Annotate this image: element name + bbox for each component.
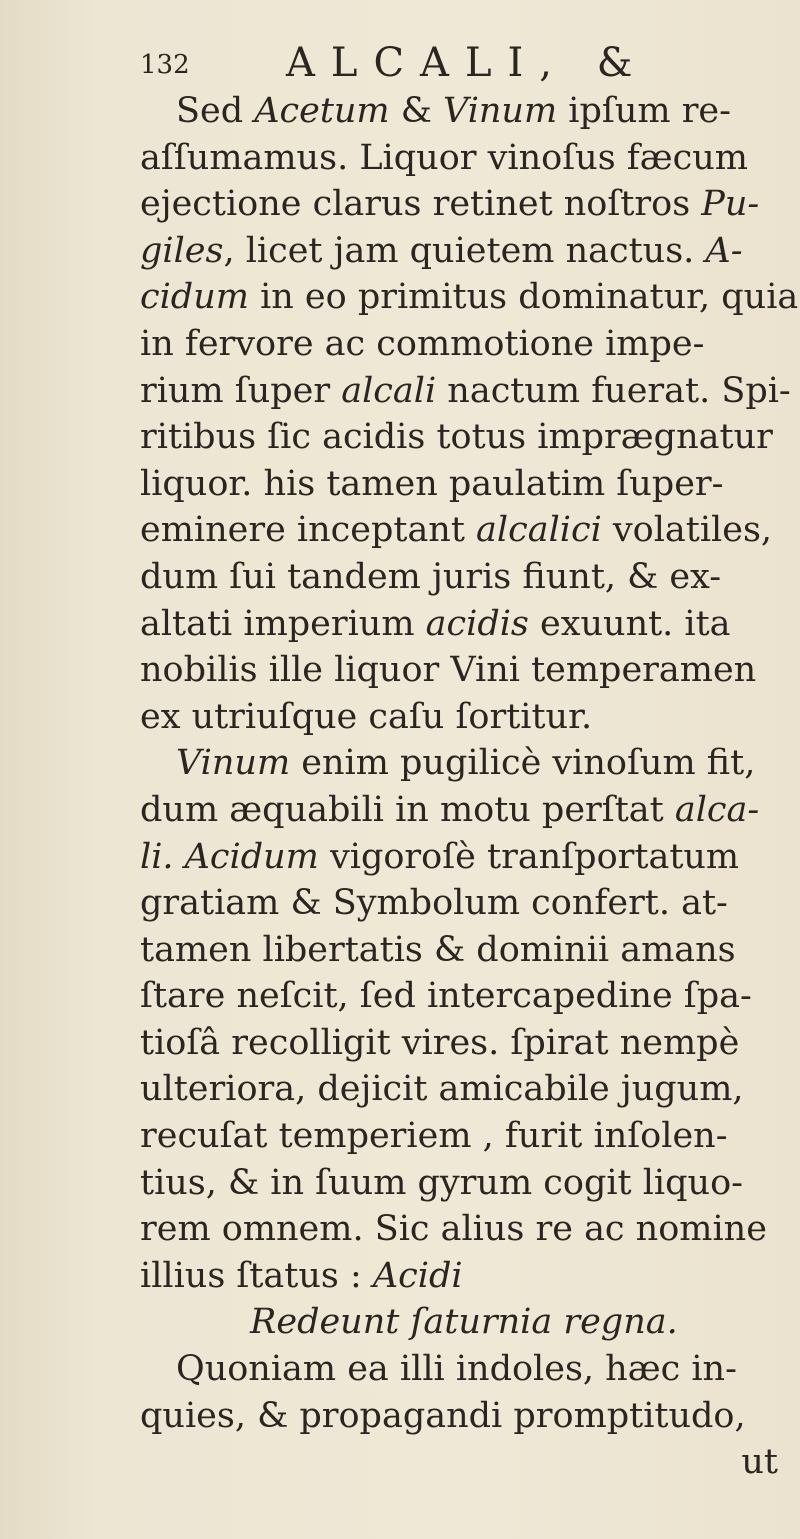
text-line — [140, 554, 790, 601]
text-segment: illius ſtatus : — [140, 1255, 373, 1296]
text-segment: enim pugilicè vinoſum fit, — [290, 743, 756, 784]
text-segment: ex utriuſque caſu ſortitur. — [140, 696, 593, 737]
running-head: ALCALI, & — [286, 40, 649, 86]
text-segment: ipſum re- — [557, 91, 731, 131]
text-line — [140, 414, 790, 461]
italic-text: Acetum — [254, 91, 390, 131]
text-segment: ejectione clarus retinet noſtros — [140, 184, 702, 225]
text-segment: exuunt. ita — [528, 603, 731, 644]
body-text — [140, 88, 799, 1486]
text-segment: Sed — [176, 91, 255, 131]
text-segment: nactum fuerat. Spi- — [436, 370, 791, 411]
text-segment: dum ſui tandem juris fiunt, & ex- — [140, 556, 722, 597]
text-line — [140, 88, 790, 135]
text-segment: ulteriora, dejicit amicabile jugum, — [140, 1069, 744, 1110]
text-line — [140, 321, 790, 368]
text-line — [140, 1253, 790, 1300]
text-segment: ritibus ſic acidis totus imprægnatur — [140, 417, 773, 458]
text-segment: rium ſuper — [140, 370, 342, 411]
text-line — [140, 461, 790, 508]
text-line — [140, 787, 790, 834]
text-segment: gratiam & Symbolum confert. at- — [140, 883, 728, 924]
text-line — [140, 1393, 790, 1440]
text-segment: vigoroſè tranſportatum — [318, 836, 740, 877]
text-line — [140, 1113, 790, 1160]
italic-text: Vinum — [443, 91, 558, 131]
text-line — [140, 368, 790, 415]
italic-text: Redeunt ſaturnia regna. — [250, 1302, 678, 1343]
text-segment: ſtare neſcit, ſed intercapedine ſpa- — [140, 976, 752, 1017]
text-line — [140, 973, 790, 1020]
text-line — [140, 507, 790, 554]
text-segment: volatiles, — [601, 510, 773, 551]
italic-text: alca- — [674, 789, 760, 830]
italic-text: giles — [140, 230, 224, 271]
text-segment: recuſat temperiem , furit inſolen- — [140, 1116, 728, 1157]
text-line — [140, 694, 790, 741]
text-segment: in fervore ac commotione impe- — [140, 323, 705, 364]
text-segment: , licet jam quietem nactus. — [223, 230, 706, 271]
italic-text: A- — [705, 230, 743, 271]
italic-text: li. Acidum — [140, 836, 319, 877]
text-segment: & — [389, 91, 444, 131]
italic-text: alcali — [341, 370, 437, 411]
italic-text: cidum — [140, 277, 249, 318]
text-segment: aſſumamus. Liquor vinoſus fæcum — [140, 137, 748, 178]
text-line — [140, 274, 799, 321]
text-segment: altati imperium — [140, 603, 426, 644]
text-segment: in eo primitus dominatur, quia — [248, 277, 799, 318]
text-line — [140, 927, 790, 974]
text-line — [140, 1160, 790, 1207]
text-line — [140, 1299, 790, 1346]
text-segment: tioſâ recolligit vires. ſpirat nempè — [140, 1022, 740, 1063]
text-segment: Quoniam ea illi indoles, hæc in- — [176, 1349, 737, 1390]
text-line — [140, 228, 790, 275]
page-header — [140, 38, 740, 88]
text-segment: quies, & propagandi promptitudo, — [140, 1395, 746, 1436]
page-number: 132 — [140, 50, 190, 80]
text-line — [140, 1206, 790, 1253]
text-segment: rem omnem. Sic alius re ac nomine — [140, 1209, 767, 1250]
text-line — [140, 181, 790, 228]
italic-text: Vinum — [176, 743, 291, 784]
text-line — [140, 601, 790, 648]
text-line — [140, 1439, 790, 1486]
text-segment: eminere inceptant — [140, 510, 477, 551]
text-segment: tius, & in ſuum gyrum cogit liquo- — [140, 1162, 743, 1203]
text-segment: dum æquabili in motu perſtat — [140, 789, 675, 830]
text-line — [140, 834, 790, 881]
text-segment: ut — [741, 1442, 778, 1483]
text-line — [140, 647, 790, 694]
italic-text: acidis — [425, 603, 529, 644]
text-line — [140, 1066, 790, 1113]
text-segment: nobilis ille liquor Vini temperamen — [140, 650, 757, 691]
text-segment: liquor. his tamen paulatim ſuper- — [140, 463, 724, 504]
text-line — [140, 880, 790, 927]
italic-text: Acidi — [372, 1255, 463, 1296]
italic-text: Pu- — [701, 184, 760, 225]
text-line — [140, 740, 790, 787]
text-line — [140, 135, 790, 182]
text-line — [140, 1346, 790, 1393]
text-line — [140, 1020, 790, 1067]
italic-text: alcalici — [476, 510, 602, 551]
text-segment: tamen libertatis & dominii amans — [140, 929, 736, 970]
